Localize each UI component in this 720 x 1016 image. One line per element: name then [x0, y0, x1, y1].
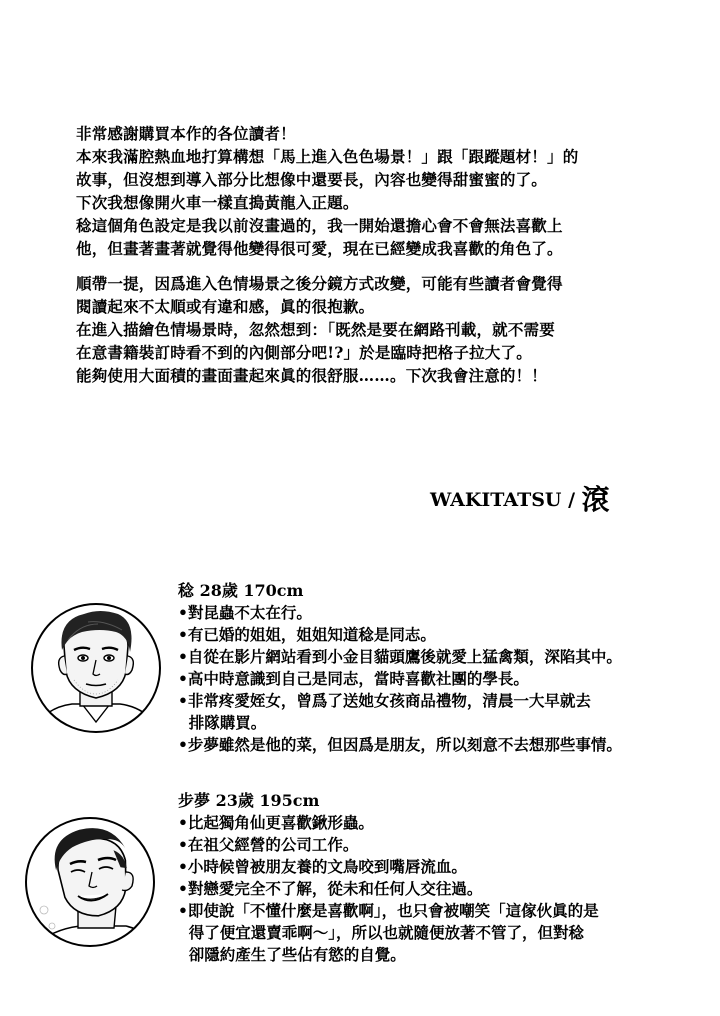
minoru-portrait — [28, 600, 164, 736]
profile-fact: •在祖父經營的公司工作。 — [178, 835, 359, 854]
profile-heading: 步夢 23歲 195cm — [178, 791, 320, 810]
profile-fact: •高中時意識到自己是同志，當時喜歡社團的學長。 — [178, 669, 529, 688]
author-name-latin: WAKITATSU / — [430, 489, 582, 511]
text-line: 本來我滿腔熱血地打算構想「馬上進入色色場景！」跟「跟蹤題材！」的 — [76, 147, 579, 166]
profile-fact: •步夢雖然是他的菜，但因爲是朋友，所以刻意不去想那些事情。 — [178, 735, 622, 754]
profile-fact: •有已婚的姐姐，姐姐知道稔是同志。 — [178, 625, 436, 644]
profile-fact: •對昆蟲不太在行。 — [178, 603, 312, 622]
profile-ayumu — [178, 790, 599, 966]
profile-heading: 稔 28歲 170cm — [178, 581, 304, 600]
profile-fact: •自從在影片網站看到小金目貓頭鷹後就愛上猛禽類，深陷其中。 — [178, 647, 622, 666]
text-line: 在進入描繪色情場景時，忽然想到：「既然是要在網路刊載，就不需要 — [76, 320, 555, 339]
text-line: 他，但畫著畫著就覺得他變得很可愛，現在已經變成我喜歡的角色了。 — [76, 239, 563, 258]
profile-fact: •即使說「不懂什麼是喜歡啊」，也只會被嘲笑「這傢伙眞的是 — [178, 901, 599, 920]
text-line: 下次我想像開火車一樣直搗黃龍入正題。 — [76, 193, 359, 212]
ayumu-portrait — [22, 814, 158, 950]
afterword-paragraph-1 — [76, 122, 676, 260]
text-line: 順帶一提，因爲進入色情場景之後分鏡方式改變，可能有些讀者會覺得 — [76, 274, 563, 293]
profile-fact: 得了便宜還賣乖啊～」，所以也就隨便放著不管了，但對稔 — [178, 923, 585, 942]
profile-fact: •比起獨角仙更喜歡鍬形蟲。 — [178, 813, 374, 832]
text-line: 故事，但沒想到導入部分比想像中還要長，內容也變得甜蜜蜜的了。 — [76, 170, 548, 189]
profile-fact: •小時候曾被朋友養的文鳥咬到嘴唇流血。 — [178, 857, 467, 876]
afterword-text — [76, 122, 676, 387]
text-line: 非常感謝購買本作的各位讀者！ — [76, 124, 296, 143]
author-name-kanji: 滾 — [581, 483, 610, 516]
profile-fact: •非常疼愛姪女，曾爲了送她女孩商品禮物，清晨一大早就去 — [178, 691, 591, 710]
profile-fact: 排隊購買。 — [178, 713, 267, 732]
text-line: 稔這個角色設定是我以前沒畫過的，我一開始還擔心會不會無法喜歡上 — [76, 216, 563, 235]
text-line: 在意書籍裝訂時看不到的內側部分吧!?」於是臨時把格子拉大了。 — [76, 343, 532, 362]
profile-fact: •對戀愛完全不了解，從未和任何人交往過。 — [178, 879, 483, 898]
afterword-paragraph-2 — [76, 272, 676, 387]
text-line: 能夠使用大面積的畫面畫起來眞的很舒服……。下次我會注意的！！ — [76, 366, 548, 385]
profile-minoru — [178, 580, 622, 756]
profile-fact: 卻隱約產生了些佔有慾的自覺。 — [178, 945, 406, 964]
text-line: 閱讀起來不太順或有違和感，眞的很抱歉。 — [76, 297, 375, 316]
author-signature — [430, 478, 610, 518]
